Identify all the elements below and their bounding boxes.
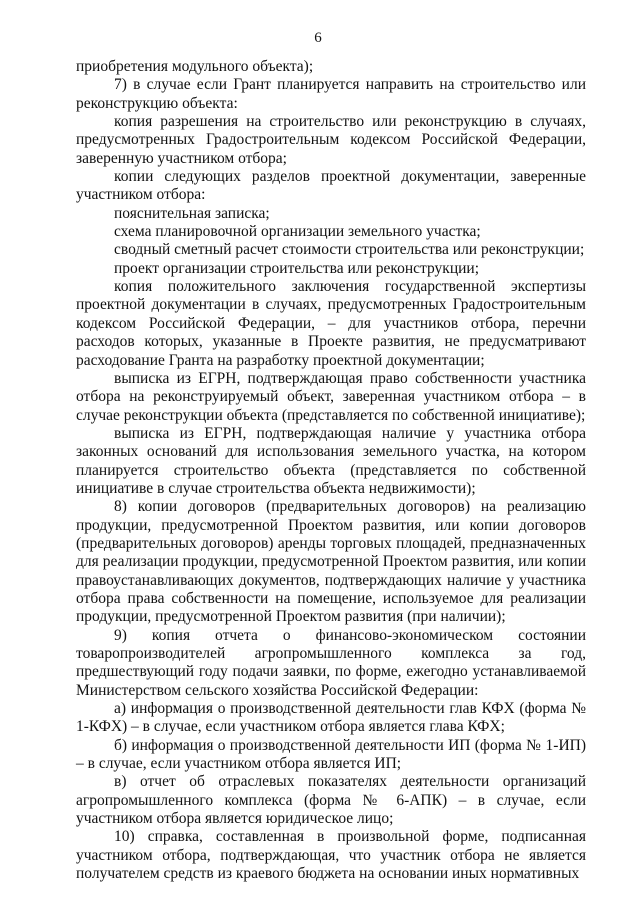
paragraph-item-7: 7) в случае если Грант планируется направить на строительство или реконструкцию объекта:	[76, 76, 586, 112]
page-number: 6	[314, 30, 322, 46]
paragraph-item-9a: а) информация о производственной деятельности глав КФХ (форма № 1-КФХ) – в случае, если участником отбора является глава КФХ;	[76, 700, 586, 736]
paragraph-construction-project: проект организации строительства или реконструкции;	[114, 259, 480, 277]
paragraph-item-9b: б) информация о производственной деятельности ИП (форма № 1-ИП) – в случае, если участником отбора является ИП;	[76, 736, 586, 773]
paragraph-continuation: приобретения модульного объекта);	[76, 58, 314, 75]
paragraph-project-docs: копии следующих разделов проектной документации, заверенные участником отбора:	[76, 168, 586, 204]
paragraph-item-10: 10) справка, составленная в произвольной форме, подписанная участником отбора, подтверждающая, что участник отбора не является получателем средств из краевого бюджета на основании иных нормативных	[76, 828, 586, 883]
paragraph-cost-estimate: сводный сметный расчет стоимости строительства или реконструкции;	[114, 241, 585, 259]
paragraph-egrn-ownership: выписка из ЕГРН, подтверждающая право собственности участника отбора на реконструируемый объект, заверенная участником отбора – в случае реконструкции объекта (представляется по собственной инициативе);	[76, 369, 586, 424]
paragraph-egrn-land: выписка из ЕГРН, подтверждающая наличие у участника отбора законных оснований для использования земельного участка, на котором планируется строительство объекта (представляется по собственной инициативе в случае строительства объекта недвижимости);	[76, 424, 586, 497]
paragraph-item-9: 9) копия отчета о финансово-экономическом состоянии товаропроизводителей агропромышленного комплекса за год, предшествующий году подачи заявки, по форме, ежегодно устанавливаемой Министерством сельского хозяйства Российской Федерации:	[76, 626, 586, 699]
paragraph-item-9c: в) отчет об отраслевых показателях деятельности организаций агропромышленного комплекса (форма № 6-АПК) – в случае, если участником отбора является юридическое лицо;	[76, 773, 586, 828]
document-body	[76, 58, 586, 883]
paragraph-site-plan: схема планировочной организации земельного участка;	[114, 223, 481, 241]
paragraph-item-8: 8) копии договоров (предварительных договоров) на реализацию продукции, предусмотренной Проектом развития, или копии договоров (предварительных договоров) аренды торговых площадей, предназначенных для реализации продукции, предусмотренной Проектом развития, или копии правоустанавливающих документов, подтверждающих наличие у участника отбора права собственности на помещение, используемое для реализации продукции, предусмотренной Проектом развития (при наличии);	[76, 498, 586, 626]
paragraph-explanatory-note: пояснительная записка;	[114, 204, 270, 222]
paragraph-building-permit: копия разрешения на строительство или реконструкцию в случаях, предусмотренных Градостроительным кодексом Российской Федерации, заверенную участником отбора;	[76, 113, 586, 167]
paragraph-expertise-conclusion: копия положительного заключения государственной экспертизы проектной документации в случаях, предусмотренных Градостроительным кодексом Российской Федерации, – для участников отбора, перечни расходов которых, указанные в Проекте развития, не предусматривают расходование Гранта на разработку проектной документации;	[76, 278, 586, 369]
